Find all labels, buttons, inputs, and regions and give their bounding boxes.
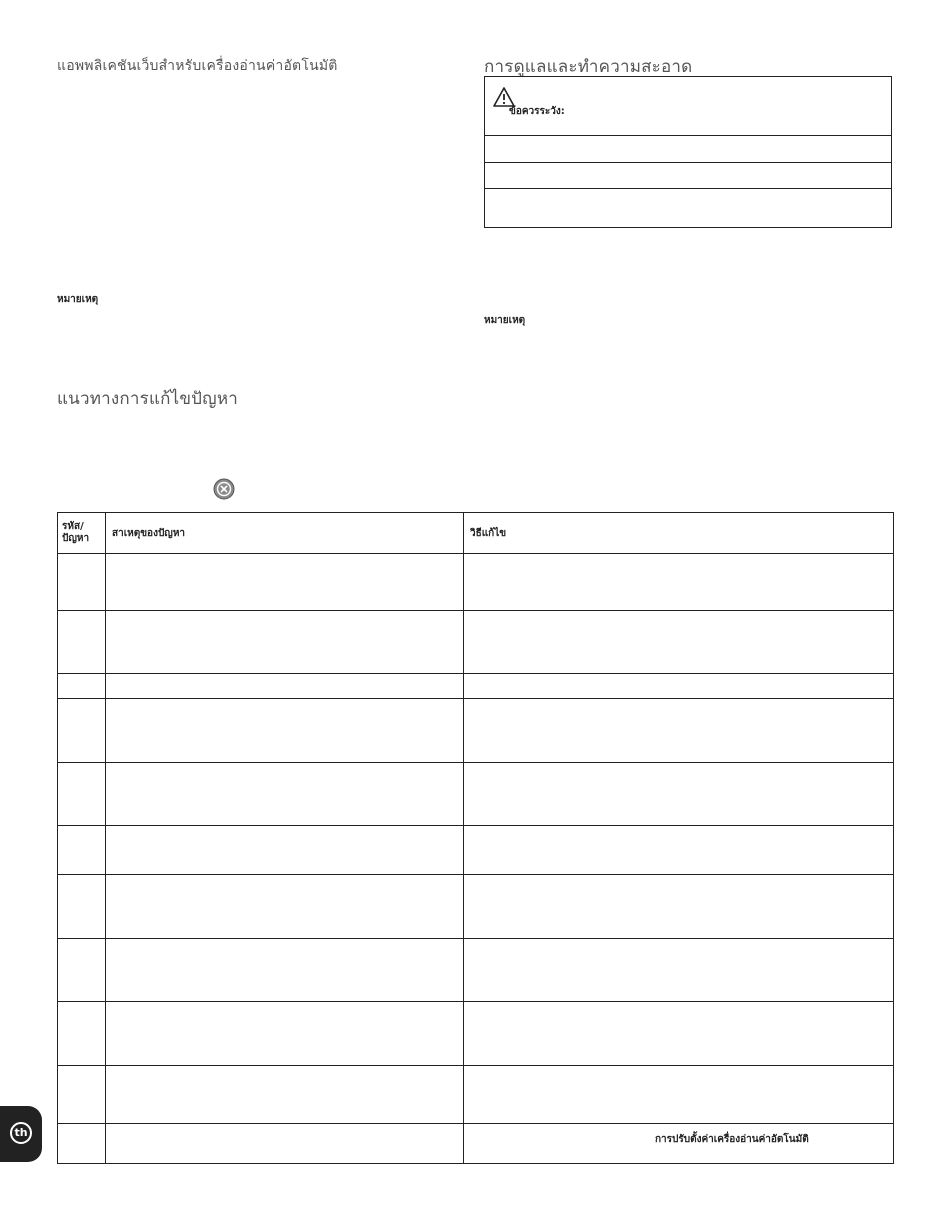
table-row	[58, 611, 894, 674]
header-code: รหัส/ ปัญหา	[58, 513, 106, 554]
table-header-row	[58, 513, 894, 554]
cell-code	[58, 674, 106, 699]
table-row	[58, 875, 894, 939]
table-row	[58, 554, 894, 611]
language-glyph-icon: th	[10, 1122, 32, 1144]
cell-code	[58, 1002, 106, 1066]
caution-label: ข้อควรระวัง:	[509, 106, 565, 117]
table-row	[58, 674, 894, 699]
cell-cause	[106, 674, 464, 699]
cell-cause	[106, 826, 464, 875]
cell-solution	[464, 1066, 894, 1124]
left-note-label: หมายเหตุ	[57, 294, 99, 305]
cell-code	[58, 939, 106, 1002]
cell-solution	[464, 939, 894, 1002]
cell-cause	[106, 699, 464, 763]
cell-solution	[464, 763, 894, 826]
cell-code	[58, 826, 106, 875]
caution-row	[485, 189, 891, 229]
cell-cause	[106, 875, 464, 939]
cell-solution	[464, 674, 894, 699]
table-row	[58, 763, 894, 826]
cell-code	[58, 611, 106, 674]
cell-code	[58, 699, 106, 763]
header-solution: วิธีแก้ไข	[464, 513, 894, 554]
cell-cause	[106, 1124, 464, 1164]
cell-solution	[464, 826, 894, 875]
table-row	[58, 939, 894, 1002]
table-row	[58, 1124, 894, 1164]
cell-code	[58, 875, 106, 939]
right-note-label: หมายเหตุ	[484, 315, 526, 326]
table-row	[58, 1002, 894, 1066]
cell-cause	[106, 939, 464, 1002]
cell-code	[58, 1124, 106, 1164]
cell-cause	[106, 554, 464, 611]
caution-row	[485, 136, 891, 163]
troubleshooting-table	[57, 512, 893, 1164]
caution-box	[484, 76, 892, 228]
cell-solution	[464, 611, 894, 674]
caution-header	[485, 77, 891, 136]
language-side-tab	[0, 1106, 42, 1162]
table-row	[58, 826, 894, 875]
cell-solution	[464, 699, 894, 763]
cell-cause	[106, 1066, 464, 1124]
cell-solution	[464, 875, 894, 939]
cell-code	[58, 1066, 106, 1124]
cell-solution	[464, 554, 894, 611]
cell-cause	[106, 763, 464, 826]
cell-code	[58, 763, 106, 826]
web-app-heading: แอพพลิเคชันเว็บสำหรับเครื่องอ่านค่าอัตโนมัติ	[57, 58, 338, 74]
settings-reference-text: การปรับตั้งค่าเครื่องอ่านค่าอัตโนมัติ	[655, 1134, 809, 1145]
table-row	[58, 1066, 894, 1124]
care-heading: การดูแลและทำความสะอาด	[484, 57, 693, 77]
cell-cause	[106, 611, 464, 674]
cell-solution	[464, 1124, 894, 1164]
caution-row	[485, 163, 891, 189]
header-cause: สาเหตุของปัญหา	[106, 513, 464, 554]
cell-solution	[464, 1002, 894, 1066]
cell-code	[58, 554, 106, 611]
table-row	[58, 699, 894, 763]
error-x-circle-icon	[213, 478, 235, 500]
cell-cause	[106, 1002, 464, 1066]
troubleshooting-heading: แนวทางการแก้ไขปัญหา	[57, 389, 238, 409]
